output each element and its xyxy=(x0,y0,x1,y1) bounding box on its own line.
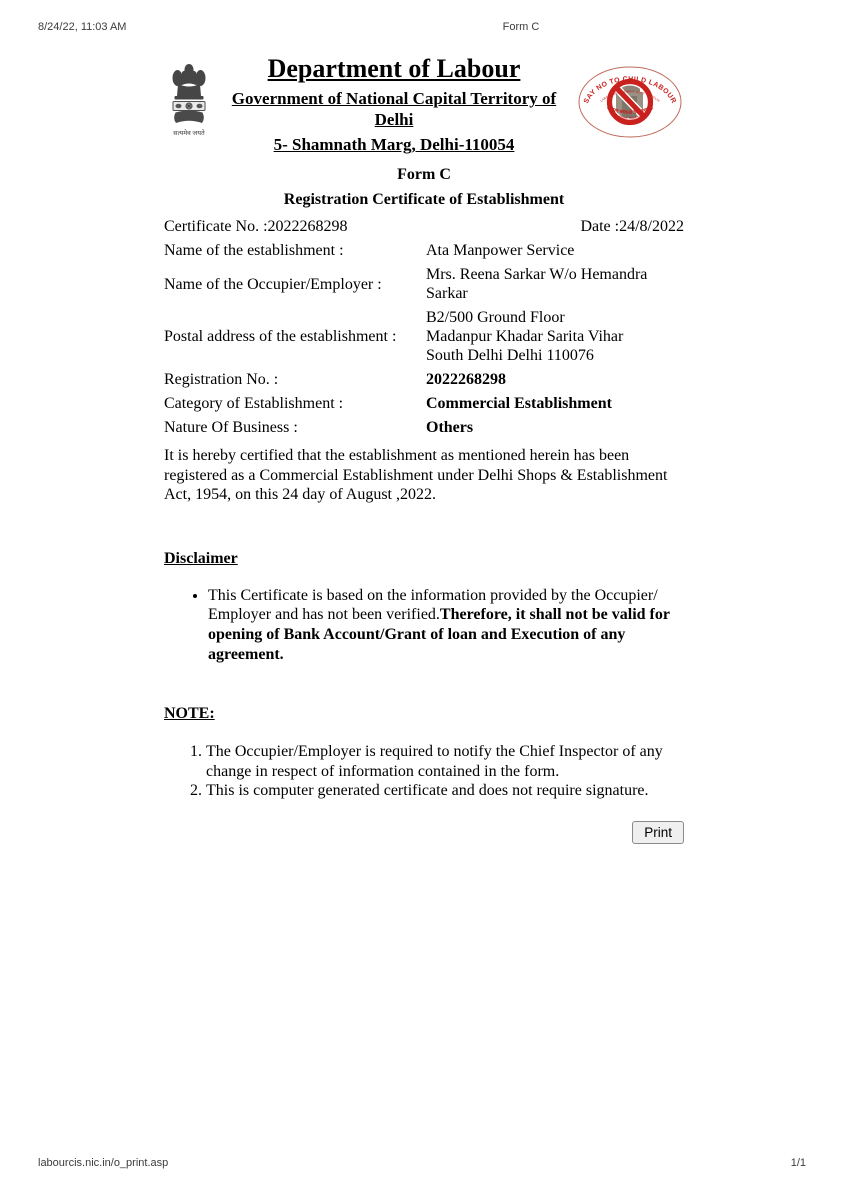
address-line: B2/500 Ground Floor xyxy=(426,309,565,327)
field-label: Category of Establishment : xyxy=(164,395,344,413)
note-item: 1. The Occupier/Employer is required to notify the Chief Inspector of any change in respect of information contained in the form. xyxy=(206,742,684,781)
masthead xyxy=(164,54,684,156)
address-line: Madanpur Khadar Sarita Vihar xyxy=(426,328,624,346)
field-value: Ata Manpower Service xyxy=(426,242,575,260)
print-footer-url: labourcis.nic.in/o_print.asp xyxy=(38,1157,169,1169)
certificate-document xyxy=(164,54,684,844)
address-line: South Delhi Delhi 110076 xyxy=(426,347,594,365)
form-title: Form C xyxy=(397,166,451,183)
field-label: Postal address of the establishment : xyxy=(164,328,397,346)
postal-address-row xyxy=(164,307,684,366)
note-item: 2. This is computer generated certificate and does not require signature. xyxy=(206,781,684,801)
emblem-motto: सत्यमेव जयते xyxy=(173,130,205,137)
certificate-date: Date :24/8/2022 xyxy=(580,218,684,236)
disclaimer-item xyxy=(208,586,684,664)
print-button-row xyxy=(164,821,684,844)
print-header-title: Form C xyxy=(502,21,540,33)
note-list xyxy=(164,742,684,801)
establishment-name-row xyxy=(164,240,684,261)
logo-sub-arc-text: LABOUR DEPARTMENT, GOVT. OF DELHI xyxy=(599,89,661,103)
field-value xyxy=(426,307,684,366)
field-label: Name of the establishment : xyxy=(164,242,344,260)
disclaimer-text-bold: Therefore, it shall not be valid for opening of Bank Account/Grant of loan and Execution of any agreement. xyxy=(208,606,670,663)
field-value: Mrs. Reena Sarkar W/o Hemandra Sarkar xyxy=(426,266,648,303)
disclaimer-heading: Disclaimer xyxy=(164,549,238,567)
masthead-titles xyxy=(212,54,576,156)
print-header-datetime: 8/24/22, 11:03 AM xyxy=(38,21,127,33)
office-address: 5- Shamnath Marg, Delhi-110054 xyxy=(273,135,515,155)
print-footer xyxy=(38,1157,806,1169)
certification-statement: It is hereby certified that the establishment as mentioned herein has been registered as a Commercial Establishment under Delhi Shops & Establishment Act, 1954, on this 24 day of August ,2022. xyxy=(164,447,668,503)
disclaimer-text: This Certificate is based on the information provided by the Occupier/ Employer and has not been verified. xyxy=(208,586,658,624)
disclaimer-list xyxy=(164,586,684,664)
india-state-emblem-icon xyxy=(168,62,210,140)
certificate-fields-table xyxy=(164,213,684,441)
say-no-to-child-labour-logo xyxy=(578,66,682,138)
logo-graphic xyxy=(578,66,682,138)
government-title: Government of National Capital Territory of Delhi xyxy=(231,89,557,130)
nature-of-business-row xyxy=(164,417,684,438)
field-value: Commercial Establishment xyxy=(426,395,612,413)
field-label: Nature Of Business : xyxy=(164,419,298,437)
registration-number-row xyxy=(164,369,684,390)
field-label: Registration No. : xyxy=(164,371,279,389)
field-value: Others xyxy=(426,419,474,437)
logo-arc-text: SAY NO TO CHILD LABOUR xyxy=(582,75,678,105)
certificate-number: Certificate No. :2022268298 xyxy=(164,218,348,236)
occupier-name-row xyxy=(164,264,684,304)
print-footer-page: 1/1 xyxy=(790,1157,806,1169)
field-value: 2022268298 xyxy=(426,371,506,389)
field-label: Name of the Occupier/Employer : xyxy=(164,275,382,293)
print-button[interactable]: Print xyxy=(632,821,684,844)
note-heading: NOTE: xyxy=(164,705,215,723)
logo-bottom-slogan: बचपन बचाओ देश बचाओ xyxy=(605,105,655,117)
certificate-number-row xyxy=(164,216,684,237)
department-title: Department of Labour xyxy=(267,54,521,83)
category-row xyxy=(164,393,684,414)
emblem-graphic xyxy=(168,62,210,140)
print-header xyxy=(38,21,810,35)
logo-bottom-department: श्रम विभाग, दिल्ली सरकार xyxy=(613,113,647,121)
form-subtitle: Registration Certificate of Establishment xyxy=(283,191,565,209)
